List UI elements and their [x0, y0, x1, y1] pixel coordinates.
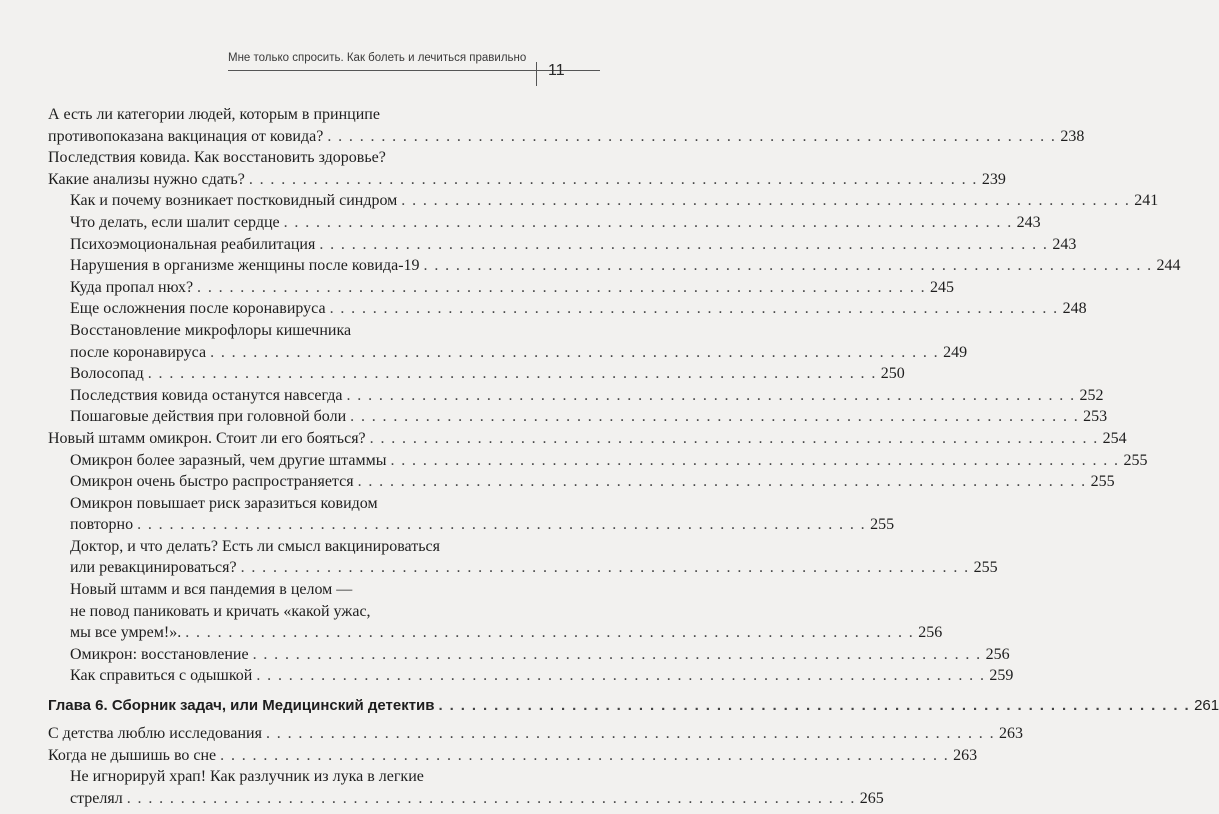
toc-entry-page: 265: [859, 789, 884, 807]
toc-entry-page: 241: [1134, 192, 1159, 210]
table-of-contents: [0, 104, 1219, 809]
toc-entry-text: мы все умрем!».: [70, 624, 182, 642]
toc-entry: [48, 147, 510, 169]
dot-leader: . . . . . . . . . . . . . . . . . . . . . . . . . . . . . . . . . . . . . . . . . . . . . . . . . . . . . . . . . . . . . . . . . . . .: [423, 257, 1153, 275]
toc-entry-text: Омикрон повышает риск заразиться ковидом: [70, 494, 378, 512]
toc-entry-text: А есть ли категории людей, которым в принципе: [48, 106, 380, 123]
dot-leader: . . . . . . . . . . . . . . . . . . . . . . . . . . . . . . . . . . . . . . . . . . . . . . . . . . . . . . . . . . . . . . . . . . . .: [220, 746, 950, 764]
toc-entry: [70, 363, 905, 385]
toc-entry: [70, 255, 1181, 277]
toc-entry-text: противопоказана вакцинация от ковида?: [48, 127, 324, 145]
dot-leader: . . . . . . . . . . . . . . . . . . . . . . . . . . . . . . . . . . . . . . . . . . . . . . . . . . . . . . . . . . . . . . . . . . . .: [369, 429, 1099, 447]
dot-leader: . . . . . . . . . . . . . . . . . . . . . . . . . . . . . . . . . . . . . . . . . . . . . . . . . . . . . . . . . . . . . . . . . . . .: [319, 235, 1049, 253]
toc-entry-text: Омикрон очень быстро распространяется: [70, 473, 354, 491]
toc-entry-page: 263: [953, 746, 978, 764]
toc-entry-page: 245: [930, 278, 955, 296]
chapter-heading: [48, 693, 1219, 719]
toc-entry-page: 256: [918, 624, 943, 642]
toc-entry: [70, 234, 1077, 256]
toc-entry-page: 254: [1102, 429, 1127, 447]
toc-entry: [70, 536, 998, 579]
toc-entry: [70, 471, 1115, 493]
toc-entry-text: Психоэмоциональная реабилитация: [70, 235, 316, 253]
toc-entry-text: Что делать, если шалит сердце: [70, 213, 280, 231]
toc-entry-page: 249: [943, 343, 968, 361]
toc-entry: [70, 766, 884, 809]
toc-entry-text: Какие анализы нужно сдать?: [48, 170, 245, 188]
toc-entry-text: Омикрон более заразный, чем другие штаммы: [70, 451, 387, 469]
dot-leader: . . . . . . . . . . . . . . . . . . . . . . . . . . . . . . . . . . . . . . . . . . . . . . . . . . . . . . . . . . . . . . . . . . . .: [185, 624, 915, 642]
toc-entry: [70, 212, 1041, 234]
toc-entry-page: 253: [1083, 408, 1108, 426]
dot-leader: . . . . . . . . . . . . . . . . . . . . . . . . . . . . . . . . . . . . . . . . . . . . . . . . . . . . . . . . . . . . . . . . . . . .: [240, 559, 970, 577]
toc-entry-text: не повод паниковать и кричать «какой ужас,: [70, 602, 371, 620]
toc-entry-text: Восстановление микрофлоры кишечника: [70, 321, 352, 339]
toc-entry: [70, 190, 1159, 212]
toc-entry-text: Пошаговые действия при головной боли: [70, 408, 347, 426]
toc-entry-text: Омикрон: восстановление: [70, 645, 249, 663]
dot-leader: . . . . . . . . . . . . . . . . . . . . . . . . . . . . . . . . . . . . . . . . . . . . . . . . . . . . . . . . . . . . . . . . . . . .: [265, 725, 995, 743]
toc-entry-page: 244: [1156, 257, 1181, 275]
toc-entry-text: или ревакцинироваться?: [70, 559, 237, 577]
toc-entry: [48, 428, 1127, 450]
toc-entry-text: С детства люблю исследования: [48, 725, 262, 743]
toc-entry-text: Куда пропал нюх?: [70, 278, 194, 296]
toc-entry: [70, 493, 895, 536]
toc-entry-page: 255: [870, 516, 895, 534]
dot-leader: . . . . . . . . . . . . . . . . . . . . . . . . . . . . . . . . . . . . . . . . . . . . . . . . . . . . . . . . . . . . . . . . . . . .: [283, 213, 1013, 231]
toc-entry-page: 263: [998, 725, 1023, 743]
dot-leader: . . . . . . . . . . . . . . . . . . . . . . . . . . . . . . . . . . . . . . . . . . . . . . . . . . . . . . . . . . . . . . . . . . . .: [346, 386, 1076, 404]
dot-leader: . . . . . . . . . . . . . . . . . . . . . . . . . . . . . . . . . . . . . . . . . . . . . . . . . . . . . . . . . . . . . . . . . . . .: [350, 408, 1080, 426]
dot-leader: . . . . . . . . . . . . . . . . . . . . . . . . . . . . . . . . . . . . . . . . . . . . . . . . . . . . . . . . . . . . . . . . . . . .: [137, 516, 867, 534]
toc-entry-page: 255: [1090, 473, 1115, 491]
dot-leader: . . . . . . . . . . . . . . . . . . . . . . . . . . . . . . . . . . . . . . . . . . . . . . . . . . . . . . . . . . . . . . . . . . . .: [248, 170, 978, 188]
toc-entry-text: после коронавируса: [70, 343, 207, 361]
dot-leader: . . . . . . . . . . . . . . . . . . . . . . . . . . . . . . . . . . . . . . . . . . . . . . . . . . . . . . . . . . . . . . . . . . . .: [329, 300, 1059, 318]
toc-entry: [70, 579, 943, 644]
header-rule: [228, 70, 600, 71]
toc-entry: [70, 644, 1010, 666]
toc-entry-text: Последствия ковида останутся навсегда: [70, 386, 343, 404]
dot-leader: . . . . . . . . . . . . . . . . . . . . . . . . . . . . . . . . . . . . . . . . . . . . . . . . . . . . . . . . . . . . . . . . . . . .: [327, 127, 1057, 145]
toc-entry-text: Как справиться с одышкой: [70, 667, 253, 685]
toc-entry: [70, 450, 1148, 472]
page-number: 11: [548, 62, 565, 79]
header-divider: [536, 62, 537, 86]
chapter-page: 261: [1194, 697, 1219, 715]
toc-entry-text: Не игнорируй храп! Как разлучник из лука в легкие: [70, 768, 424, 786]
toc-entry-text: Волосопад: [70, 365, 144, 383]
toc-entry: [48, 104, 1085, 147]
toc-entry-text: Нарушения в организме женщины после ковида-19: [70, 257, 420, 275]
dot-leader: . . . . . . . . . . . . . . . . . . . . . . . . . . . . . . . . . . . . . . . . . . . . . . . . . . . . . . . . . . . . . . . . . . . .: [197, 278, 927, 296]
toc-entry: [48, 723, 1023, 745]
toc-entry-text: Новый штамм и вся пандемия в целом —: [70, 581, 353, 599]
dot-leader: . . . . . . . . . . . . . . . . . . . . . . . . . . . . . . . . . . . . . . . . . . . . . . . . . . . . . . . . . . . . . . . . . . . .: [147, 365, 877, 383]
toc-entry-page: 259: [989, 667, 1014, 685]
toc-entry-text: Когда не дышишь во сне: [48, 746, 217, 764]
toc-entry-page: 238: [1060, 127, 1085, 145]
toc-entry: [48, 745, 978, 767]
dot-leader: . . . . . . . . . . . . . . . . . . . . . . . . . . . . . . . . . . . . . . . . . . . . . . . . . . . . . . . . . . . . . . . . . . . .: [252, 645, 982, 663]
toc-entry-page: 255: [973, 559, 998, 577]
toc-entry-text: Новый штамм омикрон. Стоит ли его бояться?: [48, 429, 366, 447]
dot-leader: . . . . . . . . . . . . . . . . . . . . . . . . . . . . . . . . . . . . . . . . . . . . . . . . . . . . . . . . . . . . . . . . . . . .: [438, 697, 1191, 715]
toc-entry: [70, 385, 1104, 407]
toc-entry-text: повторно: [70, 516, 134, 534]
toc-entry-page: 250: [880, 365, 905, 383]
toc-entry: [70, 298, 1087, 320]
dot-leader: . . . . . . . . . . . . . . . . . . . . . . . . . . . . . . . . . . . . . . . . . . . . . . . . . . . . . . . . . . . . . . . . . . . .: [210, 343, 940, 361]
toc-entry-page: 248: [1062, 300, 1087, 318]
toc-entry: [70, 277, 955, 299]
running-title: Мне только спросить. Как болеть и лечиться правильно: [228, 52, 527, 64]
toc-entry: [48, 169, 1006, 191]
toc-entry-text: Последствия ковида. Как восстановить здоровье?: [48, 149, 386, 167]
dot-leader: . . . . . . . . . . . . . . . . . . . . . . . . . . . . . . . . . . . . . . . . . . . . . . . . . . . . . . . . . . . . . . . . . . . .: [357, 473, 1087, 491]
page-header: [0, 44, 600, 84]
toc-entry: [70, 406, 1108, 428]
toc-entry-page: 252: [1079, 386, 1104, 404]
toc-entry-text: Еще осложнения после коронавируса: [70, 300, 326, 318]
dot-leader: . . . . . . . . . . . . . . . . . . . . . . . . . . . . . . . . . . . . . . . . . . . . . . . . . . . . . . . . . . . . . . . . . . . .: [256, 667, 986, 685]
toc-entry: [70, 665, 1014, 687]
toc-entry-text: Доктор, и что делать? Есть ли смысл вакцинироваться: [70, 537, 440, 555]
toc-entry: [70, 320, 968, 363]
toc-entry-page: 256: [985, 645, 1010, 663]
toc-entry-page: 243: [1052, 235, 1077, 253]
toc-entry-page: 243: [1016, 213, 1041, 231]
toc-entry-text: Как и почему возникает постковидный синдром: [70, 192, 398, 210]
dot-leader: . . . . . . . . . . . . . . . . . . . . . . . . . . . . . . . . . . . . . . . . . . . . . . . . . . . . . . . . . . . . . . . . . . . .: [401, 192, 1131, 210]
dot-leader: . . . . . . . . . . . . . . . . . . . . . . . . . . . . . . . . . . . . . . . . . . . . . . . . . . . . . . . . . . . . . . . . . . . .: [126, 789, 856, 807]
dot-leader: . . . . . . . . . . . . . . . . . . . . . . . . . . . . . . . . . . . . . . . . . . . . . . . . . . . . . . . . . . . . . . . . . . . .: [390, 451, 1120, 469]
toc-entry-text: стрелял: [70, 789, 123, 807]
toc-entry-page: 255: [1123, 451, 1148, 469]
chapter-title: Глава 6. Сборник задач, или Медицинский детектив: [48, 697, 435, 715]
toc-entry-page: 239: [981, 170, 1006, 188]
